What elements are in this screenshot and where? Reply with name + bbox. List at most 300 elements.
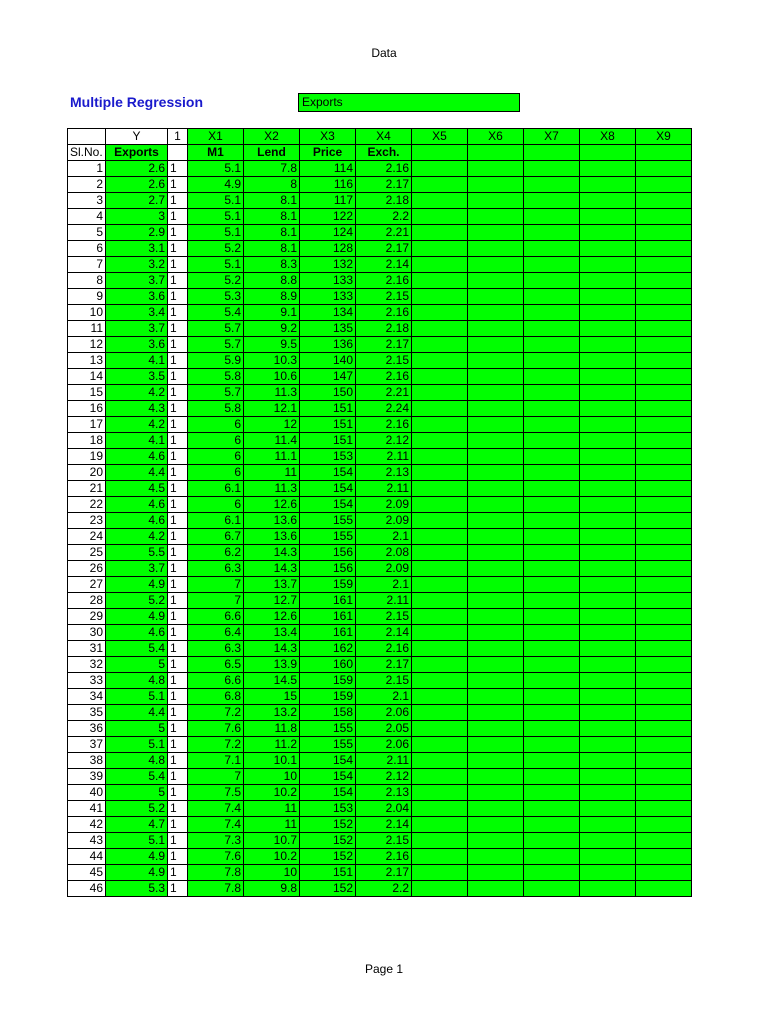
- data-cell[interactable]: 1: [168, 817, 188, 833]
- data-cell[interactable]: 151: [300, 401, 356, 417]
- data-cell[interactable]: 9.1: [244, 305, 300, 321]
- data-cell[interactable]: 5.4: [106, 769, 168, 785]
- data-cell[interactable]: 6.2: [188, 545, 244, 561]
- data-cell[interactable]: 7.8: [188, 881, 244, 897]
- data-cell[interactable]: [580, 513, 636, 529]
- data-cell[interactable]: [524, 353, 580, 369]
- data-cell[interactable]: 156: [300, 545, 356, 561]
- data-cell[interactable]: 5: [106, 785, 168, 801]
- data-cell[interactable]: [636, 769, 692, 785]
- data-cell[interactable]: 2.17: [356, 337, 412, 353]
- data-cell[interactable]: 5.1: [188, 161, 244, 177]
- data-cell[interactable]: 1: [168, 689, 188, 705]
- data-cell[interactable]: 162: [300, 641, 356, 657]
- data-cell[interactable]: [636, 689, 692, 705]
- data-cell[interactable]: 2.11: [356, 449, 412, 465]
- row-number-cell[interactable]: 28: [68, 593, 106, 609]
- data-cell[interactable]: [580, 417, 636, 433]
- data-cell[interactable]: 8.3: [244, 257, 300, 273]
- data-cell[interactable]: 2.11: [356, 753, 412, 769]
- data-cell[interactable]: [412, 177, 468, 193]
- row-number-cell[interactable]: 26: [68, 561, 106, 577]
- data-cell[interactable]: 1: [168, 705, 188, 721]
- data-cell[interactable]: 7.2: [188, 737, 244, 753]
- row-number-cell[interactable]: 10: [68, 305, 106, 321]
- data-cell[interactable]: [580, 817, 636, 833]
- data-cell[interactable]: [524, 177, 580, 193]
- var-header-cell[interactable]: X7: [524, 129, 580, 145]
- data-cell[interactable]: [636, 481, 692, 497]
- data-cell[interactable]: 158: [300, 705, 356, 721]
- data-cell[interactable]: 2.17: [356, 241, 412, 257]
- row-number-cell[interactable]: 40: [68, 785, 106, 801]
- data-cell[interactable]: [580, 593, 636, 609]
- data-cell[interactable]: [468, 337, 524, 353]
- data-cell[interactable]: 2.17: [356, 657, 412, 673]
- data-cell[interactable]: 1: [168, 369, 188, 385]
- data-cell[interactable]: 5.2: [106, 801, 168, 817]
- data-cell[interactable]: 6: [188, 497, 244, 513]
- data-cell[interactable]: [412, 353, 468, 369]
- data-cell[interactable]: 5.1: [106, 689, 168, 705]
- data-cell[interactable]: [580, 833, 636, 849]
- data-cell[interactable]: 1: [168, 881, 188, 897]
- data-cell[interactable]: 15: [244, 689, 300, 705]
- data-cell[interactable]: [580, 625, 636, 641]
- data-cell[interactable]: 2.16: [356, 369, 412, 385]
- data-cell[interactable]: [524, 513, 580, 529]
- data-cell[interactable]: 1: [168, 529, 188, 545]
- data-cell[interactable]: 11: [244, 465, 300, 481]
- data-cell[interactable]: 1: [168, 801, 188, 817]
- row-number-cell[interactable]: 14: [68, 369, 106, 385]
- data-cell[interactable]: 1: [168, 785, 188, 801]
- data-cell[interactable]: 161: [300, 593, 356, 609]
- data-cell[interactable]: [468, 369, 524, 385]
- data-cell[interactable]: [580, 545, 636, 561]
- data-cell[interactable]: 13.6: [244, 529, 300, 545]
- label-header-cell[interactable]: [580, 145, 636, 161]
- data-cell[interactable]: [636, 849, 692, 865]
- data-cell[interactable]: 5.2: [188, 241, 244, 257]
- data-cell[interactable]: [412, 689, 468, 705]
- data-cell[interactable]: 3.6: [106, 289, 168, 305]
- row-number-cell[interactable]: 13: [68, 353, 106, 369]
- data-cell[interactable]: 4.8: [106, 673, 168, 689]
- data-cell[interactable]: [524, 545, 580, 561]
- data-cell[interactable]: [468, 481, 524, 497]
- data-cell[interactable]: [468, 753, 524, 769]
- data-cell[interactable]: [524, 273, 580, 289]
- data-cell[interactable]: 133: [300, 273, 356, 289]
- data-cell[interactable]: [468, 321, 524, 337]
- data-cell[interactable]: [636, 785, 692, 801]
- data-cell[interactable]: [580, 225, 636, 241]
- data-cell[interactable]: [468, 609, 524, 625]
- data-cell[interactable]: 160: [300, 657, 356, 673]
- data-cell[interactable]: [412, 465, 468, 481]
- row-number-cell[interactable]: 21: [68, 481, 106, 497]
- data-cell[interactable]: [580, 177, 636, 193]
- data-cell[interactable]: [468, 817, 524, 833]
- data-cell[interactable]: [412, 417, 468, 433]
- data-cell[interactable]: [524, 417, 580, 433]
- row-number-cell[interactable]: 23: [68, 513, 106, 529]
- data-cell[interactable]: 12: [244, 417, 300, 433]
- data-cell[interactable]: [468, 593, 524, 609]
- data-cell[interactable]: 1: [168, 657, 188, 673]
- data-cell[interactable]: [580, 257, 636, 273]
- data-cell[interactable]: [468, 849, 524, 865]
- data-cell[interactable]: 154: [300, 465, 356, 481]
- data-cell[interactable]: [468, 737, 524, 753]
- data-cell[interactable]: 2.08: [356, 545, 412, 561]
- data-cell[interactable]: [412, 225, 468, 241]
- data-cell[interactable]: [468, 385, 524, 401]
- data-cell[interactable]: 117: [300, 193, 356, 209]
- data-cell[interactable]: [524, 785, 580, 801]
- data-cell[interactable]: 4.5: [106, 481, 168, 497]
- data-cell[interactable]: 7.5: [188, 785, 244, 801]
- data-cell[interactable]: [524, 689, 580, 705]
- data-cell[interactable]: 114: [300, 161, 356, 177]
- data-cell[interactable]: 4.9: [106, 577, 168, 593]
- data-cell[interactable]: 151: [300, 433, 356, 449]
- data-cell[interactable]: [412, 593, 468, 609]
- data-cell[interactable]: [580, 193, 636, 209]
- data-cell[interactable]: 5.1: [106, 737, 168, 753]
- data-cell[interactable]: [636, 737, 692, 753]
- data-cell[interactable]: [524, 881, 580, 897]
- data-cell[interactable]: [412, 289, 468, 305]
- data-cell[interactable]: [468, 433, 524, 449]
- data-cell[interactable]: [580, 609, 636, 625]
- data-cell[interactable]: 6: [188, 449, 244, 465]
- data-cell[interactable]: [524, 225, 580, 241]
- data-cell[interactable]: 6.3: [188, 561, 244, 577]
- data-cell[interactable]: 6.1: [188, 481, 244, 497]
- data-cell[interactable]: 1: [168, 305, 188, 321]
- data-cell[interactable]: 5: [106, 657, 168, 673]
- label-header-cell[interactable]: M1: [188, 145, 244, 161]
- data-cell[interactable]: 10.6: [244, 369, 300, 385]
- data-cell[interactable]: [468, 865, 524, 881]
- data-cell[interactable]: [636, 513, 692, 529]
- data-cell[interactable]: 1: [168, 337, 188, 353]
- var-header-cell[interactable]: X5: [412, 129, 468, 145]
- data-cell[interactable]: [636, 721, 692, 737]
- data-cell[interactable]: 116: [300, 177, 356, 193]
- row-number-cell[interactable]: 8: [68, 273, 106, 289]
- data-cell[interactable]: 1: [168, 321, 188, 337]
- data-cell[interactable]: [580, 273, 636, 289]
- row-number-cell[interactable]: 22: [68, 497, 106, 513]
- data-cell[interactable]: 1: [168, 353, 188, 369]
- data-cell[interactable]: [468, 769, 524, 785]
- label-header-cell[interactable]: [168, 145, 188, 161]
- data-cell[interactable]: [468, 273, 524, 289]
- data-cell[interactable]: 1: [168, 177, 188, 193]
- data-cell[interactable]: 6: [188, 433, 244, 449]
- data-cell[interactable]: 1: [168, 545, 188, 561]
- data-cell[interactable]: [468, 497, 524, 513]
- data-cell[interactable]: 4.3: [106, 401, 168, 417]
- row-number-cell[interactable]: 44: [68, 849, 106, 865]
- data-cell[interactable]: [412, 705, 468, 721]
- data-cell[interactable]: 1: [168, 289, 188, 305]
- data-cell[interactable]: 1: [168, 737, 188, 753]
- data-cell[interactable]: 5.9: [188, 353, 244, 369]
- data-cell[interactable]: [412, 481, 468, 497]
- data-cell[interactable]: 4.4: [106, 465, 168, 481]
- data-cell[interactable]: [636, 545, 692, 561]
- label-header-cell[interactable]: Sl.No.: [68, 145, 106, 161]
- data-cell[interactable]: 13.2: [244, 705, 300, 721]
- data-cell[interactable]: 153: [300, 449, 356, 465]
- data-cell[interactable]: 152: [300, 849, 356, 865]
- data-cell[interactable]: [468, 225, 524, 241]
- data-cell[interactable]: [580, 161, 636, 177]
- data-cell[interactable]: [524, 737, 580, 753]
- data-cell[interactable]: 1: [168, 769, 188, 785]
- data-cell[interactable]: [636, 177, 692, 193]
- data-cell[interactable]: 7.4: [188, 817, 244, 833]
- data-cell[interactable]: 6.6: [188, 609, 244, 625]
- data-cell[interactable]: 2.14: [356, 817, 412, 833]
- data-cell[interactable]: 11.3: [244, 481, 300, 497]
- data-cell[interactable]: 3.1: [106, 241, 168, 257]
- data-cell[interactable]: 7: [188, 593, 244, 609]
- data-cell[interactable]: 2.6: [106, 161, 168, 177]
- data-cell[interactable]: [412, 385, 468, 401]
- row-number-cell[interactable]: 15: [68, 385, 106, 401]
- data-cell[interactable]: 1: [168, 561, 188, 577]
- data-cell[interactable]: 2.1: [356, 689, 412, 705]
- data-cell[interactable]: 133: [300, 289, 356, 305]
- data-cell[interactable]: 1: [168, 753, 188, 769]
- data-cell[interactable]: [580, 497, 636, 513]
- data-cell[interactable]: 2.14: [356, 625, 412, 641]
- data-cell[interactable]: 3.5: [106, 369, 168, 385]
- data-cell[interactable]: 2.1: [356, 529, 412, 545]
- data-cell[interactable]: 161: [300, 625, 356, 641]
- row-number-cell[interactable]: 41: [68, 801, 106, 817]
- data-cell[interactable]: [468, 833, 524, 849]
- data-cell[interactable]: [468, 161, 524, 177]
- row-number-cell[interactable]: 1: [68, 161, 106, 177]
- data-cell[interactable]: [412, 721, 468, 737]
- data-cell[interactable]: 10.2: [244, 785, 300, 801]
- data-cell[interactable]: 4.2: [106, 385, 168, 401]
- data-cell[interactable]: [524, 577, 580, 593]
- data-cell[interactable]: 2.13: [356, 785, 412, 801]
- data-cell[interactable]: [524, 193, 580, 209]
- data-cell[interactable]: [524, 449, 580, 465]
- data-cell[interactable]: 152: [300, 817, 356, 833]
- row-number-cell[interactable]: 46: [68, 881, 106, 897]
- data-cell[interactable]: 1: [168, 161, 188, 177]
- data-cell[interactable]: [580, 721, 636, 737]
- data-cell[interactable]: 4.6: [106, 497, 168, 513]
- data-cell[interactable]: [524, 865, 580, 881]
- data-cell[interactable]: [468, 529, 524, 545]
- data-cell[interactable]: 159: [300, 689, 356, 705]
- data-cell[interactable]: 6: [188, 417, 244, 433]
- data-cell[interactable]: 135: [300, 321, 356, 337]
- data-cell[interactable]: 5.5: [106, 545, 168, 561]
- label-header-cell[interactable]: [636, 145, 692, 161]
- data-cell[interactable]: [524, 833, 580, 849]
- data-cell[interactable]: 2.12: [356, 433, 412, 449]
- data-cell[interactable]: [524, 529, 580, 545]
- data-cell[interactable]: 2.09: [356, 497, 412, 513]
- data-cell[interactable]: [468, 401, 524, 417]
- data-cell[interactable]: 155: [300, 513, 356, 529]
- data-cell[interactable]: 2.24: [356, 401, 412, 417]
- data-cell[interactable]: 7: [188, 769, 244, 785]
- data-cell[interactable]: 6.1: [188, 513, 244, 529]
- data-cell[interactable]: 2.15: [356, 289, 412, 305]
- data-cell[interactable]: 1: [168, 257, 188, 273]
- data-cell[interactable]: 11: [244, 817, 300, 833]
- data-cell[interactable]: [636, 273, 692, 289]
- data-cell[interactable]: 2.2: [356, 881, 412, 897]
- data-cell[interactable]: 11.4: [244, 433, 300, 449]
- data-cell[interactable]: [580, 865, 636, 881]
- data-cell[interactable]: [636, 353, 692, 369]
- data-cell[interactable]: 11.2: [244, 737, 300, 753]
- data-cell[interactable]: [636, 385, 692, 401]
- row-number-cell[interactable]: 31: [68, 641, 106, 657]
- data-cell[interactable]: 12.1: [244, 401, 300, 417]
- data-cell[interactable]: 2.04: [356, 801, 412, 817]
- row-number-cell[interactable]: 2: [68, 177, 106, 193]
- data-cell[interactable]: 5.8: [188, 401, 244, 417]
- data-cell[interactable]: 150: [300, 385, 356, 401]
- data-cell[interactable]: [468, 193, 524, 209]
- data-cell[interactable]: 2.17: [356, 177, 412, 193]
- data-cell[interactable]: 11.1: [244, 449, 300, 465]
- data-cell[interactable]: 1: [168, 449, 188, 465]
- data-cell[interactable]: 1: [168, 193, 188, 209]
- data-cell[interactable]: 4.2: [106, 417, 168, 433]
- data-cell[interactable]: [580, 465, 636, 481]
- data-cell[interactable]: 2.16: [356, 641, 412, 657]
- data-cell[interactable]: [524, 257, 580, 273]
- row-number-cell[interactable]: 33: [68, 673, 106, 689]
- data-cell[interactable]: 11: [244, 801, 300, 817]
- data-cell[interactable]: 2.21: [356, 385, 412, 401]
- data-cell[interactable]: [580, 769, 636, 785]
- data-cell[interactable]: [412, 257, 468, 273]
- data-cell[interactable]: 6.8: [188, 689, 244, 705]
- data-cell[interactable]: [468, 689, 524, 705]
- data-cell[interactable]: 155: [300, 529, 356, 545]
- data-cell[interactable]: 161: [300, 609, 356, 625]
- data-cell[interactable]: 1: [168, 721, 188, 737]
- row-number-cell[interactable]: 45: [68, 865, 106, 881]
- row-number-cell[interactable]: 36: [68, 721, 106, 737]
- data-cell[interactable]: 7.1: [188, 753, 244, 769]
- data-cell[interactable]: 4.7: [106, 817, 168, 833]
- data-cell[interactable]: 2.17: [356, 865, 412, 881]
- data-cell[interactable]: 147: [300, 369, 356, 385]
- data-cell[interactable]: [412, 433, 468, 449]
- data-cell[interactable]: [412, 673, 468, 689]
- data-cell[interactable]: [524, 321, 580, 337]
- var-header-cell[interactable]: X1: [188, 129, 244, 145]
- data-cell[interactable]: 154: [300, 769, 356, 785]
- data-cell[interactable]: 2.06: [356, 705, 412, 721]
- label-header-cell[interactable]: Exch.: [356, 145, 412, 161]
- data-cell[interactable]: [468, 449, 524, 465]
- data-cell[interactable]: 1: [168, 577, 188, 593]
- data-cell[interactable]: [524, 753, 580, 769]
- data-cell[interactable]: [412, 321, 468, 337]
- data-cell[interactable]: [468, 561, 524, 577]
- data-cell[interactable]: 2.13: [356, 465, 412, 481]
- data-cell[interactable]: [636, 705, 692, 721]
- data-cell[interactable]: [412, 545, 468, 561]
- data-cell[interactable]: 4.9: [106, 865, 168, 881]
- data-cell[interactable]: [412, 401, 468, 417]
- data-cell[interactable]: 13.6: [244, 513, 300, 529]
- data-cell[interactable]: [412, 641, 468, 657]
- data-cell[interactable]: [412, 801, 468, 817]
- data-cell[interactable]: 2.09: [356, 513, 412, 529]
- data-cell[interactable]: [524, 385, 580, 401]
- data-cell[interactable]: [636, 561, 692, 577]
- data-cell[interactable]: [468, 257, 524, 273]
- data-cell[interactable]: 12.6: [244, 497, 300, 513]
- data-cell[interactable]: [636, 625, 692, 641]
- label-header-cell[interactable]: Exports: [106, 145, 168, 161]
- data-cell[interactable]: 5.4: [106, 641, 168, 657]
- data-cell[interactable]: 5.1: [188, 209, 244, 225]
- data-cell[interactable]: 2.15: [356, 833, 412, 849]
- data-cell[interactable]: [580, 641, 636, 657]
- data-cell[interactable]: [636, 417, 692, 433]
- data-cell[interactable]: [524, 305, 580, 321]
- data-cell[interactable]: [636, 193, 692, 209]
- data-cell[interactable]: 2.16: [356, 417, 412, 433]
- data-cell[interactable]: [636, 609, 692, 625]
- data-cell[interactable]: [468, 673, 524, 689]
- var-header-cell[interactable]: X2: [244, 129, 300, 145]
- data-cell[interactable]: [468, 241, 524, 257]
- data-cell[interactable]: 4.1: [106, 353, 168, 369]
- data-cell[interactable]: 2.06: [356, 737, 412, 753]
- data-cell[interactable]: 152: [300, 833, 356, 849]
- label-header-cell[interactable]: [412, 145, 468, 161]
- data-cell[interactable]: [524, 481, 580, 497]
- data-cell[interactable]: [636, 641, 692, 657]
- data-cell[interactable]: [412, 769, 468, 785]
- data-cell[interactable]: 5.1: [188, 257, 244, 273]
- data-cell[interactable]: [580, 689, 636, 705]
- data-cell[interactable]: 14.3: [244, 641, 300, 657]
- data-cell[interactable]: 154: [300, 481, 356, 497]
- row-number-cell[interactable]: 29: [68, 609, 106, 625]
- data-cell[interactable]: 8.1: [244, 209, 300, 225]
- data-cell[interactable]: 4.6: [106, 449, 168, 465]
- data-cell[interactable]: [468, 305, 524, 321]
- data-cell[interactable]: 1: [168, 833, 188, 849]
- data-cell[interactable]: [524, 465, 580, 481]
- data-cell[interactable]: 2.6: [106, 177, 168, 193]
- data-cell[interactable]: 1: [168, 625, 188, 641]
- data-cell[interactable]: 155: [300, 721, 356, 737]
